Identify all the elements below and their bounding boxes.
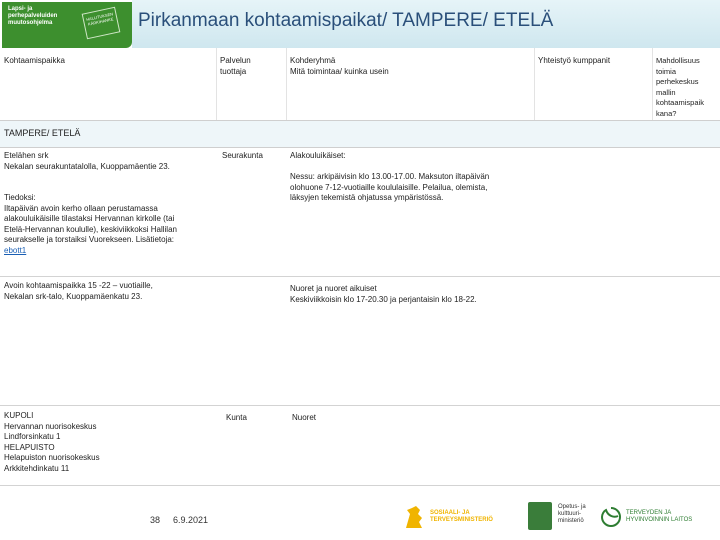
column-header-place: Kohtaamispaikka	[4, 56, 65, 65]
thl-logo	[600, 502, 718, 536]
grid-line	[652, 48, 653, 122]
stm-name: SOSIAALI- JA TERVEYSMINISTERIÖ	[430, 510, 493, 523]
page-number: 38	[150, 515, 161, 525]
row2-target: Nuoret ja nuoret aikuiset	[290, 284, 377, 293]
column-header-target: Kohderyhmä Mitä toimintaa/ kuinka usein	[290, 56, 389, 76]
row-divider	[0, 405, 720, 406]
logo-text: Lapsi- ja perhepalveluiden muutosohjelma	[8, 6, 58, 26]
row3-target: Nuoret	[292, 413, 317, 422]
column-header-provider: Palvelun tuottaja	[220, 56, 251, 76]
grid-line	[534, 48, 535, 122]
okm-logo	[528, 500, 598, 536]
row1-target: Alakouluikäiset:	[290, 151, 346, 160]
thl-name: TERVEYDEN JA HYVINVOINNIN LAITOS	[626, 510, 693, 523]
program-logo	[2, 2, 132, 48]
row1-provider: Seurakunta	[222, 151, 263, 160]
grid-line	[216, 48, 217, 122]
row1-extra-info	[4, 193, 216, 256]
page-title: Pirkanmaan kohtaamispaikat/ TAMPERE/ ETELÄ	[138, 10, 554, 31]
row1-extra-text: Tiedoksi: Iltapäivän avoin kerho ollaan perustamassa alakouluikäisille tilastaksi Hervannan kirkolle (tai Etelä-Hervannan koululle), keskiviikkoksi Hallilan seurakselle ja torstaiksi Vuorekseen. Lisätietoja:	[4, 193, 177, 244]
row1-place: Etelähen srk Nekalan seurakuntatalolla, Kuoppamäentie 23.	[4, 151, 170, 171]
grid-line	[286, 48, 287, 122]
stm-logo	[402, 502, 542, 536]
row2-place: Avoin kohtaamispaikka 15 -22 – vuotiaille, Nekalan srk-talo, Kuoppamäenkatu 23.	[4, 281, 153, 301]
row2-activity: Keskiviikkoisin klo 17-20.30 ja perjantaisin klo 18-22.	[290, 295, 477, 304]
logo-badge: HALLITUKSEN KÄRKIHANKE	[82, 7, 121, 40]
row3-provider: Kunta	[226, 413, 247, 422]
column-header-partners: Yhteistyö kumppanit	[538, 56, 611, 65]
thl-emblem-icon	[600, 506, 622, 528]
row1-info-link[interactable]: ebott1	[4, 245, 27, 255]
section-header	[0, 120, 720, 148]
row-divider	[0, 485, 720, 486]
lion-icon	[402, 504, 426, 532]
section-title: TAMPERE/ ETELÄ	[4, 128, 81, 138]
row1-activity: Nessu: arkipäivisin klo 13.00-17.00. Maksuton iltapäivän olohuone 7-12-vuotiaille koululaisille. Pelailua, olemista, läksyjen tekemistä ohjatussa ympäristössä.	[290, 172, 490, 202]
row-divider	[0, 276, 720, 277]
column-header-possibility: Mahdollisuus toimia perhekeskus mallin kohtaamispaik kana?	[656, 56, 704, 118]
header	[0, 0, 720, 48]
row3-place: KUPOLI Hervannan nuorisokeskus Lindforsinkatu 1 HELAPUISTO Helapuiston nuorisokeskus Arkkitehdinkatu 11	[4, 411, 100, 473]
footer-date: 6.9.2021	[173, 515, 209, 525]
okm-name: Opetus- ja kulttuuri- ministeriö	[558, 504, 586, 524]
okm-emblem	[528, 502, 552, 530]
